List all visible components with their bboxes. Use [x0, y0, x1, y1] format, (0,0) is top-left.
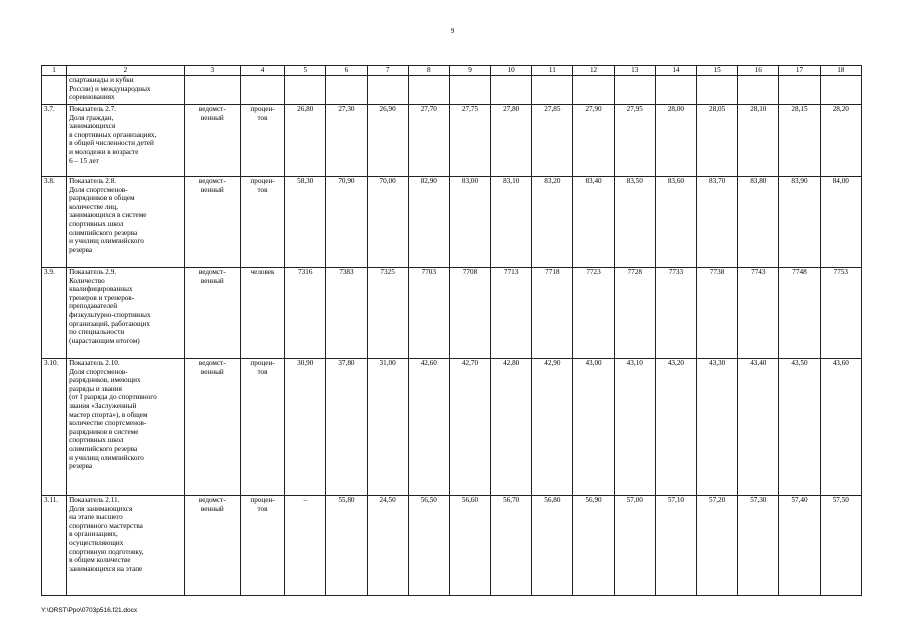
indicator-name-cell-line: в организациях,	[69, 530, 118, 539]
column-number-row	[42, 66, 862, 76]
indicator-name-cell-line: спортивных школ	[69, 436, 124, 445]
unit-cell	[240, 177, 284, 268]
value-cell: 7753	[820, 268, 861, 359]
indicator-name-cell-line: спортивного мастерства	[69, 521, 143, 530]
column-number-cell: 7	[367, 66, 408, 76]
value-cell: 57,20	[697, 496, 738, 596]
column-number-cell: 18	[820, 66, 861, 76]
page-number: 9	[450, 27, 455, 35]
indicator-name-cell	[67, 359, 185, 496]
indicator-name-cell-line: Доля спортсменов-	[69, 367, 128, 376]
unit-cell	[240, 359, 284, 496]
value-cell: 55,80	[326, 496, 367, 596]
indicator-name-cell-line: на этапе высшего	[69, 513, 123, 522]
indicator-name-cell-line: в общем количестве	[69, 556, 131, 565]
indicator-name-cell-line: по специальности	[69, 328, 125, 337]
indicator-name-cell-line: резерва	[69, 245, 93, 254]
value-cell: 27,90	[573, 105, 614, 177]
value-cell: 37,80	[326, 359, 367, 496]
indicator-name-cell	[67, 496, 185, 596]
table-row	[42, 177, 862, 268]
value-cell	[820, 76, 861, 105]
unit-cell	[240, 76, 284, 105]
indicator-name-cell-line: (нарастающим итогом)	[69, 336, 140, 345]
value-cell: 7383	[326, 268, 367, 359]
unit-cell	[240, 496, 284, 596]
value-cell	[655, 76, 696, 105]
indicator-name-cell-line: Показатель 2.11.	[69, 496, 120, 504]
column-number-cell: 12	[573, 66, 614, 76]
value-cell: 83,70	[697, 177, 738, 268]
value-cell: 57,10	[655, 496, 696, 596]
data-source-cell	[184, 177, 240, 268]
unit-cell	[240, 105, 284, 177]
data-source-cell-line: ведомст-	[198, 105, 226, 113]
indicator-name-cell-line: Показатель 2.9.	[69, 268, 117, 276]
value-cell: 56,70	[491, 496, 532, 596]
indicator-name-cell-line: организаций, работающих	[69, 319, 150, 328]
indicator-name-cell	[67, 268, 185, 359]
data-source-cell-line: ведомст-	[198, 359, 226, 367]
value-cell	[326, 76, 367, 105]
indicator-name-cell-line: Доля спортсменов-	[69, 185, 128, 194]
value-cell: –	[285, 496, 326, 596]
column-number-cell: 9	[449, 66, 490, 76]
indicator-name-cell-line: разряды и звания	[69, 384, 122, 393]
value-cell: 7723	[573, 268, 614, 359]
unit-cell-line: процен-	[250, 496, 275, 504]
value-cell	[367, 76, 408, 105]
unit-cell-line: тов	[257, 113, 268, 122]
indicator-name-cell-line: соревнованиях	[69, 93, 115, 102]
footer-file-path: Y:\ORST\Ppo\0703p516.f21.docx	[41, 607, 138, 614]
value-cell: 42,90	[532, 359, 573, 496]
unit-cell-line: процен-	[250, 177, 275, 185]
data-source-cell-line: венный	[200, 367, 224, 376]
column-number-cell: 17	[779, 66, 820, 76]
value-cell: 83,80	[738, 177, 779, 268]
value-cell: 58,30	[285, 177, 326, 268]
indicator-name-cell	[67, 177, 185, 268]
value-cell: 27,30	[326, 105, 367, 177]
indicator-name-cell-line: занимающихся	[69, 122, 116, 131]
value-cell: 57,00	[614, 496, 655, 596]
value-cell: 57,40	[779, 496, 820, 596]
row-number-cell: 3.8.	[42, 177, 67, 268]
table-row	[42, 496, 862, 596]
indicator-name-cell-line: 6 – 15 лет	[69, 156, 99, 165]
data-source-cell-line: ведомст-	[198, 177, 226, 185]
column-number-cell: 6	[326, 66, 367, 76]
indicator-name-cell-line: (от I разряда до спортивного	[69, 393, 157, 402]
table-row	[42, 359, 862, 496]
value-cell: 26,90	[367, 105, 408, 177]
data-source-cell-line: венный	[200, 113, 224, 122]
value-cell: 83,50	[614, 177, 655, 268]
value-cell: 7713	[491, 268, 532, 359]
table-row	[42, 268, 862, 359]
value-cell: 7316	[285, 268, 326, 359]
value-cell: 26,80	[285, 105, 326, 177]
value-cell	[614, 76, 655, 105]
value-cell: 42,80	[491, 359, 532, 496]
indicator-name-cell-line: резерва	[69, 462, 93, 471]
value-cell: 83,10	[491, 177, 532, 268]
indicator-name-cell-line: занимающихся в системе	[69, 211, 147, 220]
indicator-name-cell-line: звания «Заслуженный	[69, 401, 137, 410]
column-number-cell: 3	[184, 66, 240, 76]
indicator-name-cell-line: Количество	[69, 276, 105, 285]
value-cell: 82,90	[408, 177, 449, 268]
row-number-cell: 3.10.	[42, 359, 67, 496]
unit-cell-line: процен-	[250, 359, 275, 367]
indicator-name-cell-line: в общей численности детей	[69, 139, 154, 148]
indicator-name-cell-line: в спортивных организациях,	[69, 130, 157, 139]
indicator-name-cell-line: и училищ олимпийского	[69, 237, 144, 246]
value-cell: 28,10	[738, 105, 779, 177]
data-source-cell-line: венный	[200, 185, 224, 194]
indicator-name-cell	[67, 105, 185, 177]
value-cell: 83,20	[532, 177, 573, 268]
value-cell: 43,60	[820, 359, 861, 496]
column-number-cell: 13	[614, 66, 655, 76]
value-cell: 28,05	[697, 105, 738, 177]
column-number-cell: 14	[655, 66, 696, 76]
value-cell: 28,20	[820, 105, 861, 177]
value-cell: 30,90	[285, 359, 326, 496]
value-cell: 83,00	[449, 177, 490, 268]
value-cell: 27,75	[449, 105, 490, 177]
value-cell: 7703	[408, 268, 449, 359]
value-cell	[449, 76, 490, 105]
indicator-name-cell-line: Доля занимающихся	[69, 504, 133, 513]
value-cell	[408, 76, 449, 105]
data-source-cell	[184, 359, 240, 496]
value-cell	[491, 76, 532, 105]
value-cell: 28,15	[779, 105, 820, 177]
indicator-name-cell-line: количестве спортсменов-	[69, 419, 147, 428]
column-number-cell: 15	[697, 66, 738, 76]
unit-cell-line: тов	[257, 367, 268, 376]
indicator-name-cell-line: олимпийского резерва	[69, 228, 138, 237]
value-cell: 43,40	[738, 359, 779, 496]
data-source-cell-line: ведомст-	[198, 268, 226, 276]
indicator-name-cell-line: разрядников, имеющих	[69, 376, 141, 385]
indicator-name-cell-line: Показатель 2.10.	[69, 359, 120, 367]
column-number-cell: 2	[67, 66, 185, 76]
value-cell: 56,50	[408, 496, 449, 596]
value-cell: 83,90	[779, 177, 820, 268]
value-cell: 27,70	[408, 105, 449, 177]
value-cell: 7733	[655, 268, 696, 359]
data-source-cell	[184, 496, 240, 596]
value-cell: 84,00	[820, 177, 861, 268]
indicator-name-cell-line: и молодежи в возрасте	[69, 147, 139, 156]
indicator-name-cell-line: Показатель 2.7.	[69, 105, 117, 113]
indicator-name-cell-line: мастер спорта»), в общем	[69, 410, 148, 419]
value-cell: 56,80	[532, 496, 573, 596]
column-number-cell: 1	[42, 66, 67, 76]
value-cell	[285, 76, 326, 105]
value-cell: 43,20	[655, 359, 696, 496]
value-cell: 83,60	[655, 177, 696, 268]
table-row	[42, 76, 862, 105]
column-number-cell: 8	[408, 66, 449, 76]
data-source-cell	[184, 268, 240, 359]
column-number-cell: 16	[738, 66, 779, 76]
value-cell: 27,85	[532, 105, 573, 177]
unit-cell-line: тов	[257, 504, 268, 513]
value-cell: 7718	[532, 268, 573, 359]
table-body	[42, 66, 862, 596]
indicator-name-cell-line: олимпийского резерва	[69, 444, 138, 453]
row-number-cell	[42, 76, 67, 105]
value-cell: 57,50	[820, 496, 861, 596]
value-cell: 24,50	[367, 496, 408, 596]
column-number-cell: 11	[532, 66, 573, 76]
unit-cell-line: тов	[257, 185, 268, 194]
indicator-name-cell-line: занимающихся на этапе	[69, 564, 143, 573]
indicator-name-cell-line: тренеров и тренеров-	[69, 293, 135, 302]
indicator-name-cell-line: разрядников в системе	[69, 427, 139, 436]
value-cell	[532, 76, 573, 105]
row-number-cell: 3.9.	[42, 268, 67, 359]
indicators-table	[41, 65, 862, 596]
indicator-name-cell-line: спартакиады и кубки	[69, 76, 134, 84]
indicator-name-cell-line: разрядников в общем	[69, 194, 135, 203]
value-cell: 43,10	[614, 359, 655, 496]
value-cell: 56,90	[573, 496, 614, 596]
value-cell: 7738	[697, 268, 738, 359]
data-source-cell-line: ведомст-	[198, 496, 226, 504]
indicator-name-cell-line: Доля граждан,	[69, 113, 114, 122]
value-cell: 57,30	[738, 496, 779, 596]
value-cell: 7325	[367, 268, 408, 359]
indicator-name-cell-line: количестве лиц,	[69, 202, 118, 211]
indicator-name-cell-line: России) и международных	[69, 84, 151, 93]
value-cell: 7708	[449, 268, 490, 359]
value-cell: 28,00	[655, 105, 696, 177]
column-number-cell: 5	[285, 66, 326, 76]
value-cell: 56,60	[449, 496, 490, 596]
value-cell: 70,90	[326, 177, 367, 268]
indicator-name-cell-line: спортивных школ	[69, 219, 124, 228]
unit-cell	[240, 268, 284, 359]
indicator-name-cell-line: квалифицированных	[69, 285, 133, 294]
value-cell	[573, 76, 614, 105]
value-cell: 70,00	[367, 177, 408, 268]
indicator-name-cell-line: Показатель 2.8.	[69, 177, 117, 185]
column-number-cell: 4	[240, 66, 284, 76]
indicator-name-cell-line: и училищ олимпийского	[69, 453, 144, 462]
table-row	[42, 105, 862, 177]
indicator-name-cell-line: физкультурно-спортивных	[69, 310, 151, 319]
indicator-name-cell-line: преподавателей	[69, 302, 118, 311]
unit-cell-line: процен-	[250, 105, 275, 113]
value-cell	[779, 76, 820, 105]
row-number-cell: 3.7.	[42, 105, 67, 177]
value-cell: 43,00	[573, 359, 614, 496]
value-cell: 27,80	[491, 105, 532, 177]
value-cell: 7748	[779, 268, 820, 359]
data-source-cell	[184, 105, 240, 177]
row-number-cell: 3.11.	[42, 496, 67, 596]
value-cell	[738, 76, 779, 105]
indicator-name-cell-line: спортивную подготовку,	[69, 547, 144, 556]
value-cell: 83,40	[573, 177, 614, 268]
value-cell	[697, 76, 738, 105]
data-source-cell	[184, 76, 240, 105]
value-cell: 42,70	[449, 359, 490, 496]
value-cell: 42,60	[408, 359, 449, 496]
value-cell: 43,50	[779, 359, 820, 496]
unit-cell-line: человек	[250, 268, 275, 276]
value-cell: 7743	[738, 268, 779, 359]
value-cell: 43,30	[697, 359, 738, 496]
value-cell: 7728	[614, 268, 655, 359]
data-source-cell-line: венный	[200, 276, 224, 285]
indicator-name-cell-line: осуществляющих	[69, 538, 124, 547]
value-cell: 31,00	[367, 359, 408, 496]
indicator-name-cell	[67, 76, 185, 105]
value-cell: 27,95	[614, 105, 655, 177]
column-number-cell: 10	[491, 66, 532, 76]
data-source-cell-line: венный	[200, 504, 224, 513]
